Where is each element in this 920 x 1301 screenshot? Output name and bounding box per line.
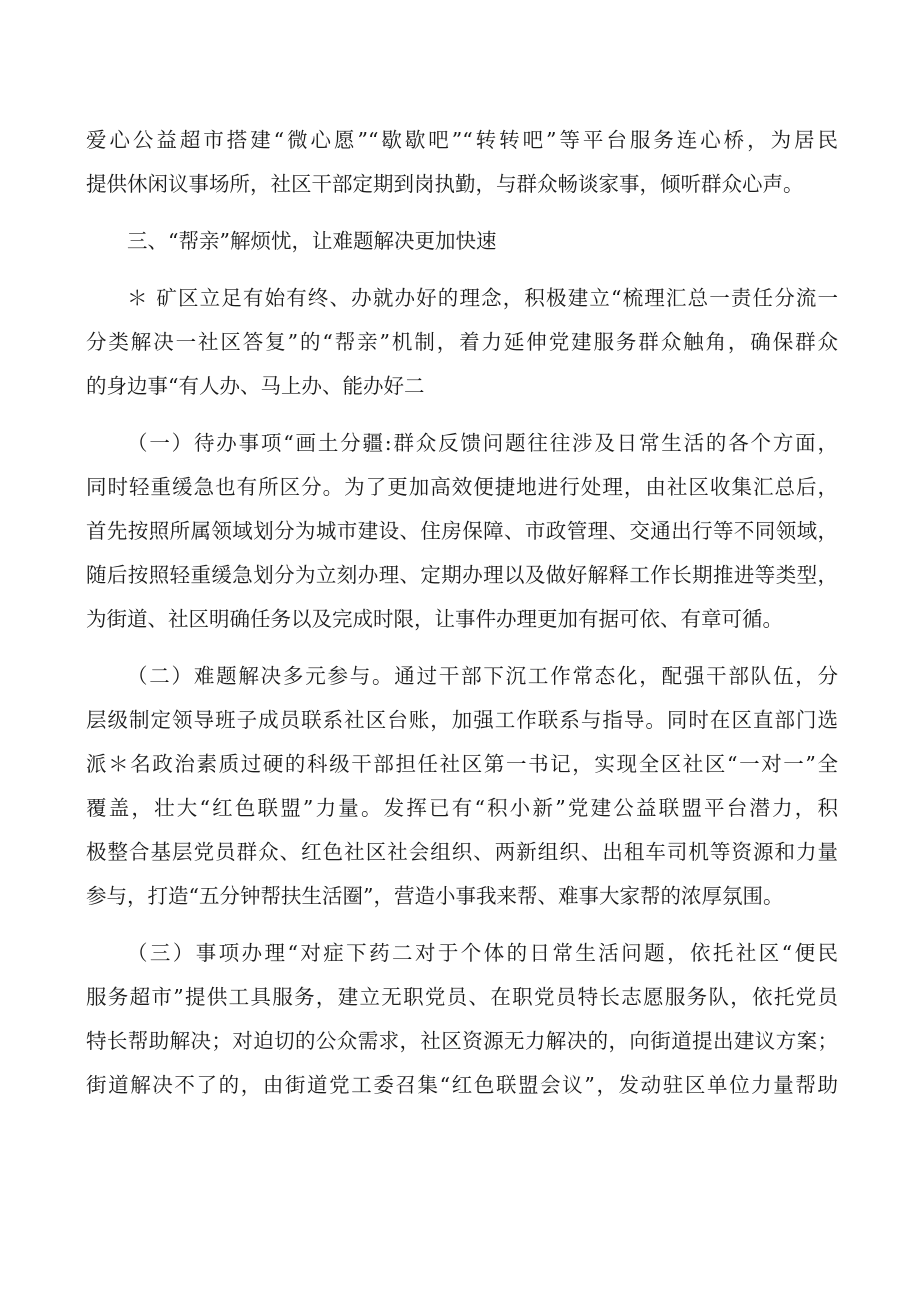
paragraph-handling (86, 931, 838, 1107)
text-line: （二）难题解决多元参与。通过干部下沉工作常态化，配强干部队伍，分 (127, 664, 838, 688)
text-line: 首先按照所属领域划分为城市建设、住房保障、市政管理、交通出行等不同领域， (86, 519, 838, 543)
text-line: 街道解决不了的，由街道党工委召集“红色联盟会议”，发动驻区单位力量帮助 (86, 1073, 838, 1097)
text-line: 服务超市”提供工具服务，建立无职党员、在职党员特长志愿服务队，依托党员 (86, 985, 838, 1009)
text-line: 提供休闲议事场所，社区干部定期到岗执勤，与群众畅谈家事，倾听群众心声。 (86, 172, 804, 196)
paragraph-gap (86, 918, 838, 931)
paragraph-community-supermarket (86, 118, 838, 206)
paragraph-pending-items (86, 421, 838, 641)
text-line: 的身边事“有人办、马上办、能办好二 (86, 374, 425, 398)
text-line: 分类解决一社区答复”的“帮亲”机制，着力延伸党建服务群众触角，确保群众 (86, 330, 838, 354)
text-line: （一）待办事项“画土分疆:群众反馈问题往往涉及日常生活的各个方面， (127, 431, 838, 455)
text-line: 同时轻重缓急也有所区分。为了更加高效便捷地进行处理，由社区收集汇总后， (86, 475, 838, 499)
text-line: 层级制定领导班子成员联系社区台账，加强工作联系与指导。同时在区直部门选 (86, 708, 838, 732)
text-line: （三）事项办理“对症下药二对于个体的日常生活问题，依托社区“便民 (127, 941, 838, 965)
text-line: ＊ 矿区立足有始有终、办就办好的理念，积极建立“梳理汇总一责任分流一 (127, 286, 838, 310)
paragraph-gap (86, 641, 838, 654)
paragraph-gap (86, 263, 838, 276)
text-line: 参与，打造“五分钟帮扶生活圈”，营造小事我来帮、难事大家帮的浓厚氛围。 (86, 884, 784, 908)
text-line: 特长帮助解决；对迫切的公众需求，社区资源无力解决的，向街道提出建议方案； (86, 1029, 838, 1053)
text-line: 派＊名政治素质过硬的科级干部担任社区第一书记，实现全区社区“一对一”全 (86, 752, 838, 776)
text-line: 随后按照轻重缓急划分为立刻办理、定期办理以及做好解释工作长期推进等类型， (86, 563, 838, 587)
text-line: 极整合基层党员群众、红色社区社会组织、两新组织、出租车司机等资源和力量 (86, 840, 838, 864)
text-line: 覆盖，壮大“红色联盟”力量。发挥已有“积小新”党建公益联盟平台潜力，积 (86, 796, 838, 820)
paragraph-gap (86, 408, 838, 421)
document-page (86, 118, 838, 1107)
paragraph-mechanism (86, 276, 838, 408)
paragraph-gap (86, 206, 838, 219)
paragraph-multi-party (86, 654, 838, 918)
text-line: 爱心公益超市搭建“微心愿”“歇歇吧”“转转吧”等平台服务连心桥，为居民 (86, 128, 838, 152)
text-line: 为街道、社区明确任务以及完成时限，让事件办理更加有据可依、有章可循。 (86, 607, 783, 631)
section-heading-3: 三、“帮亲”解烦忧，让难题解决更加快速 (127, 229, 497, 253)
